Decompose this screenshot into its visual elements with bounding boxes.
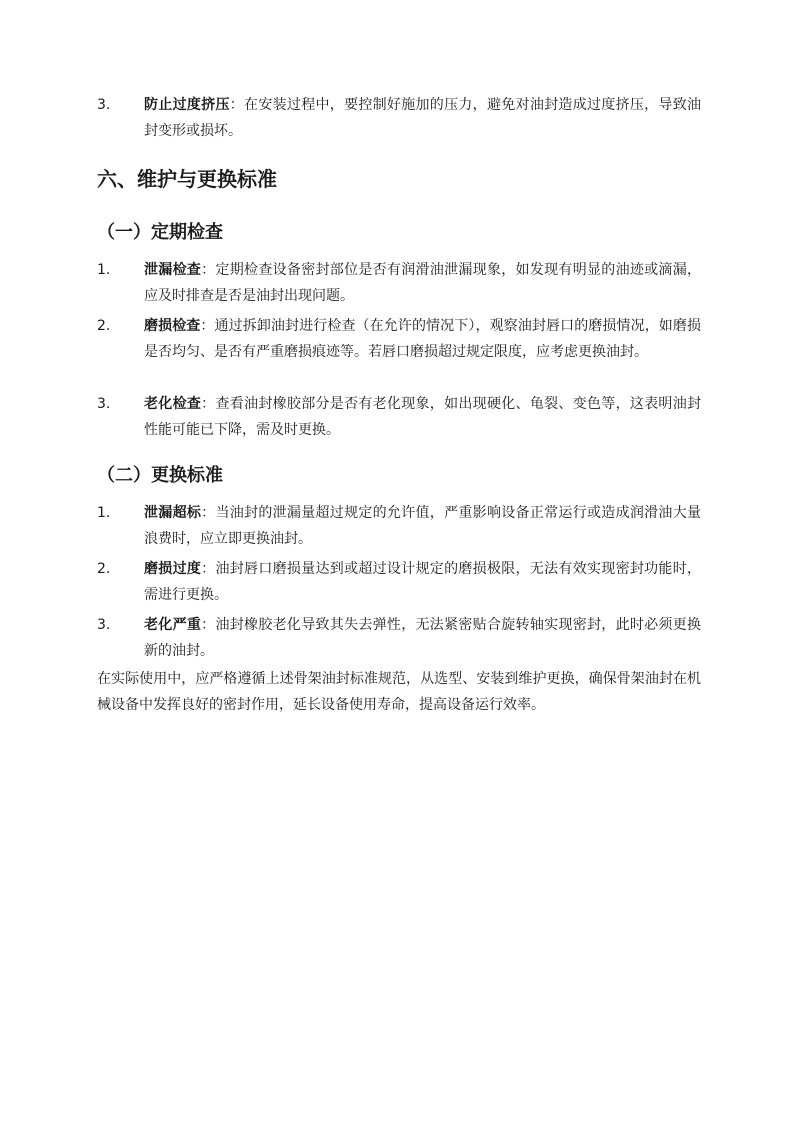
list-item-body	[144, 313, 701, 365]
list-number: 1.	[97, 262, 111, 278]
list-number: 1.	[97, 505, 111, 521]
list-item-text: ：油封橡胶老化导致其失去弹性，无法紧密贴合旋转轴实现密封，此时必须更换新的油封。	[144, 617, 702, 659]
subsection-heading: （二）更换标准	[97, 465, 223, 486]
list-item	[97, 391, 701, 443]
closing-paragraph: 在实际使用中，应严格遵循上述骨架油封标准规范，从选型、安装到维护更换，确保骨架油封在机械设备中发挥良好的密封作用，延长设备使用寿命，提高设备运行效率。	[97, 671, 701, 713]
list-item-term: 泄漏检查	[144, 262, 202, 278]
list-item	[97, 556, 701, 608]
list-item-term: 防止过度挤压	[144, 97, 230, 113]
list-number: 2.	[97, 561, 111, 577]
list-item-body	[144, 92, 701, 144]
list-item-term: 泄漏超标	[144, 505, 202, 521]
section-heading: 六、维护与更换标准	[97, 167, 277, 191]
list-item-term: 老化检查	[144, 396, 202, 412]
list-item-body	[144, 500, 701, 552]
list-item-body	[144, 257, 701, 309]
list-number: 2.	[97, 318, 111, 334]
list-item	[97, 257, 701, 309]
list-item-text: ：定期检查设备密封部位是否有润滑油泄漏现象，如发现有明显的油迹或滴漏，应及时排查是否是油封出现问题。	[144, 262, 702, 304]
list-item-term: 磨损过度	[144, 561, 202, 577]
list-item	[97, 500, 701, 552]
list-item-text: ：油封唇口磨损量达到或超过设计规定的磨损极限，无法有效实现密封功能时，需进行更换。	[144, 561, 702, 603]
list-item-body	[144, 391, 701, 443]
list-number: 3.	[97, 617, 111, 633]
list-item-text: ：通过拆卸油封进行检查（在允许的情况下），观察油封唇口的磨损情况，如磨损是否均匀、是否有严重磨损痕迹等。若唇口磨损超过规定限度，应考虑更换油封。	[144, 318, 702, 360]
list-item-term: 老化严重	[144, 617, 202, 633]
list-item-term: 磨损检查	[144, 318, 201, 334]
list-item-text: ：查看油封橡胶部分是否有老化现象，如出现硬化、龟裂、变色等，这表明油封性能可能已下降，需及时更换。	[144, 396, 702, 438]
list-item	[97, 313, 701, 365]
list-item-body	[144, 612, 701, 664]
list-item	[97, 612, 701, 664]
list-item-text: ：当油封的泄漏量超过规定的允许值，严重影响设备正常运行或造成润滑油大量浪费时，应立即更换油封。	[144, 505, 702, 547]
subsection-heading: （一）定期检查	[97, 222, 223, 243]
list-number: 3.	[97, 97, 111, 113]
list-item	[97, 92, 701, 144]
list-item-body	[144, 556, 701, 608]
list-number: 3.	[97, 396, 111, 412]
list-item-text: ：在安装过程中，要控制好施加的压力，避免对油封造成过度挤压，导致油封变形或损坏。	[144, 97, 702, 139]
